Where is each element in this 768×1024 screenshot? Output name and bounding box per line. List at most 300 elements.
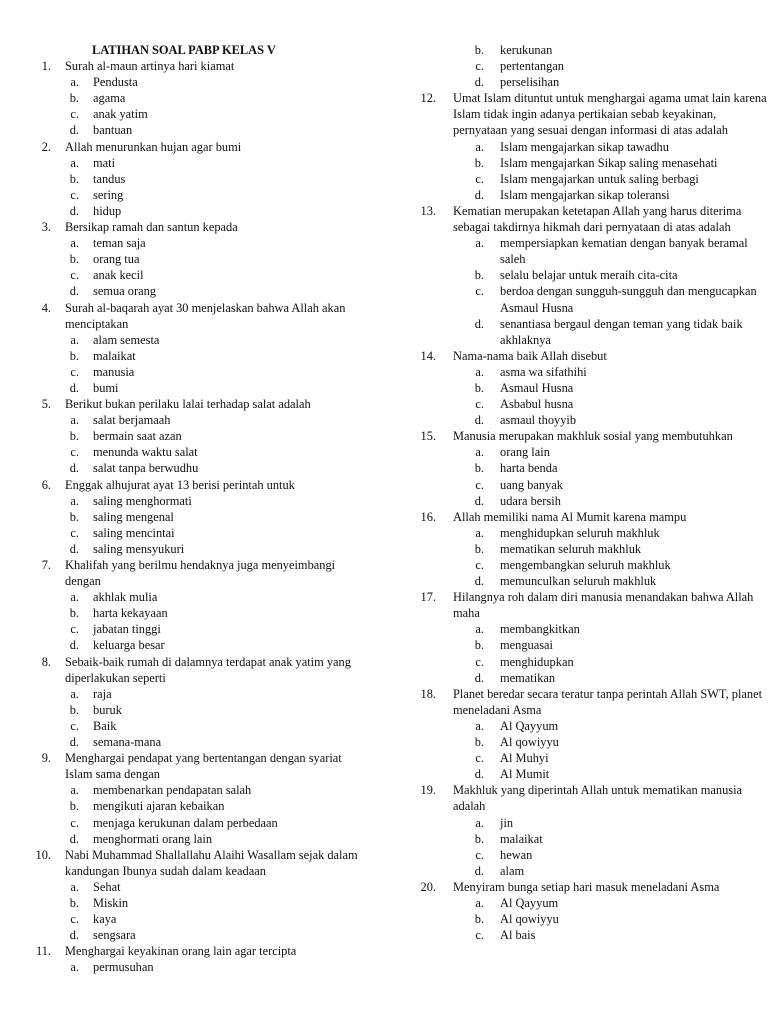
question-number: 6. xyxy=(41,477,51,492)
question-row xyxy=(384,782,768,814)
option-text: membangkitkan xyxy=(500,622,580,637)
option-text: memunculkan seluruh makhluk xyxy=(500,574,657,589)
option-text: kerukunan xyxy=(500,43,553,57)
answer-option xyxy=(0,348,372,364)
answer-option xyxy=(384,444,768,460)
answer-option xyxy=(384,380,768,396)
answer-option xyxy=(384,316,768,348)
option-letter: d. xyxy=(69,284,79,299)
option-letter: a. xyxy=(475,895,484,910)
option-text: berdoa dengan sungguh-sungguh dan mengucapkan Asmaul Husna xyxy=(500,284,757,315)
option-letter: c. xyxy=(475,654,484,669)
answer-option xyxy=(0,959,372,975)
answer-option xyxy=(384,235,768,267)
option-text: Islam mengajarkan sikap tawadhu xyxy=(500,139,669,154)
answer-option xyxy=(384,718,768,734)
question-text: Nabi Muhammad Shallallahu Alaihi Wasallam sejak dalam kandungan Ibunya sudah dalam keadaan xyxy=(65,847,358,878)
option-text: uang banyak xyxy=(500,477,563,492)
option-text: udara bersih xyxy=(500,493,561,508)
answer-option xyxy=(384,155,768,171)
answer-option xyxy=(0,106,372,122)
option-text: bumi xyxy=(93,380,119,395)
option-text: Al qowiyyu xyxy=(500,912,559,927)
option-letter: a. xyxy=(70,879,79,894)
answer-option xyxy=(0,444,372,460)
option-letter: b. xyxy=(69,702,79,717)
option-text: mematikan seluruh makhluk xyxy=(500,541,642,556)
question-number: 17. xyxy=(420,590,436,605)
question-item xyxy=(384,90,768,203)
option-letter: b. xyxy=(69,509,79,524)
question-text: Berikut bukan perilaku lalai terhadap salat adalah xyxy=(65,397,311,412)
answer-option xyxy=(0,235,372,251)
answer-option xyxy=(0,412,372,428)
option-letter: a. xyxy=(70,783,79,798)
option-text: menguasai xyxy=(500,638,553,653)
option-text: harta kekayaan xyxy=(93,606,168,621)
option-letter: b. xyxy=(69,348,79,363)
option-letter: b. xyxy=(474,43,484,57)
question-number: 7. xyxy=(41,558,51,572)
answer-option xyxy=(384,863,768,879)
answer-option xyxy=(0,171,372,187)
option-letter: d. xyxy=(474,187,484,202)
answer-option xyxy=(384,42,768,58)
option-letter: c. xyxy=(475,397,484,412)
question-row xyxy=(0,750,372,782)
question-text: Surah al-maun artinya hari kiamat xyxy=(65,59,235,74)
answer-option xyxy=(0,460,372,476)
answer-option xyxy=(0,122,372,138)
question-list-left xyxy=(0,58,372,975)
option-letter: b. xyxy=(474,461,484,476)
option-letter: c. xyxy=(475,171,484,186)
answer-option xyxy=(0,364,372,380)
option-text: sengsara xyxy=(93,928,136,943)
question-item xyxy=(384,879,768,943)
option-text: perselisihan xyxy=(500,75,560,90)
option-letter: d. xyxy=(69,380,79,395)
option-text: mempersiapkan kematian dengan banyak beramal saleh xyxy=(500,236,748,267)
option-letter: d. xyxy=(69,928,79,943)
option-text: manusia xyxy=(93,364,135,379)
question-item xyxy=(384,686,768,783)
option-letter: c. xyxy=(70,187,79,202)
option-text: Baik xyxy=(93,718,117,733)
answer-option xyxy=(0,525,372,541)
question-item xyxy=(0,300,372,397)
question-item xyxy=(0,847,372,944)
option-letter: d. xyxy=(474,316,484,331)
question-item xyxy=(0,654,372,751)
question-item xyxy=(0,943,372,975)
option-letter: c. xyxy=(70,912,79,927)
question-number: 2. xyxy=(41,139,51,154)
answer-option xyxy=(384,477,768,493)
answer-option xyxy=(384,74,768,90)
option-letter: b. xyxy=(69,171,79,186)
option-letter: b. xyxy=(474,831,484,846)
answer-option xyxy=(384,927,768,943)
option-letter: d. xyxy=(69,831,79,846)
question-text: Planet beredar secara teratur tanpa perintah Allah SWT, planet meneladani Asma xyxy=(453,686,763,717)
option-text: hewan xyxy=(500,847,533,862)
option-text: akhlak mulia xyxy=(93,590,158,605)
question-item xyxy=(384,428,768,508)
answer-option xyxy=(0,90,372,106)
question-number: 11. xyxy=(35,944,51,959)
left-column xyxy=(0,42,372,975)
option-text: permusuhan xyxy=(93,960,154,975)
answer-option xyxy=(0,702,372,718)
option-text: raja xyxy=(93,686,112,701)
option-letter: a. xyxy=(70,155,79,170)
question-text: Allah menurunkan hujan agar bumi xyxy=(65,139,242,154)
answer-option xyxy=(0,283,372,299)
answer-option xyxy=(0,187,372,203)
option-letter: a. xyxy=(70,413,79,428)
option-letter: a. xyxy=(475,815,484,830)
answer-option xyxy=(0,927,372,943)
option-letter: a. xyxy=(475,525,484,540)
question-item xyxy=(384,782,768,879)
option-text: jin xyxy=(500,815,514,830)
option-text: sering xyxy=(93,187,124,202)
answer-option xyxy=(384,139,768,155)
option-text: salat berjamaah xyxy=(93,413,171,428)
answer-option xyxy=(0,686,372,702)
answer-option xyxy=(384,621,768,637)
question-text: Surah al-baqarah ayat 30 menjelaskan bahwa Allah akan menciptakan xyxy=(65,300,346,331)
question-row xyxy=(0,943,372,959)
answer-option xyxy=(0,332,372,348)
question-text: Menyiram bunga setiap hari masuk meneladani Asma xyxy=(453,879,720,894)
option-text: Asbabul husna xyxy=(500,397,574,412)
option-letter: a. xyxy=(475,139,484,154)
answer-option xyxy=(0,831,372,847)
answer-option xyxy=(0,879,372,895)
option-text: Al Mumit xyxy=(500,767,550,782)
option-letter: c. xyxy=(475,59,484,74)
answer-option xyxy=(0,267,372,283)
option-text: jabatan tinggi xyxy=(93,622,161,637)
question-text: Hilangnya roh dalam diri manusia menandakan bahwa Allah maha xyxy=(453,590,754,621)
question-number: 4. xyxy=(41,300,51,315)
option-letter: b. xyxy=(474,268,484,283)
question-row xyxy=(384,589,768,621)
option-letter: b. xyxy=(69,606,79,621)
option-letter: b. xyxy=(474,541,484,556)
question-row xyxy=(0,219,372,235)
question-item xyxy=(384,203,768,348)
option-letter: b. xyxy=(69,429,79,444)
question-number: 3. xyxy=(41,220,51,235)
option-letter: b. xyxy=(69,799,79,814)
answer-option xyxy=(384,766,768,782)
question-number: 5. xyxy=(41,397,51,412)
question-item xyxy=(0,396,372,476)
option-text: tandus xyxy=(93,171,126,186)
option-text: senantiasa bergaul dengan teman yang tidak baik akhlaknya xyxy=(500,316,743,347)
question-number: 8. xyxy=(41,654,51,669)
question-list-right xyxy=(384,90,768,943)
option-letter: c. xyxy=(70,525,79,540)
option-text: alam semesta xyxy=(93,332,160,347)
answer-option xyxy=(0,718,372,734)
answer-option xyxy=(384,911,768,927)
question-row xyxy=(384,509,768,525)
question-row xyxy=(384,348,768,364)
option-text: semana-mana xyxy=(93,735,162,750)
option-text: Sehat xyxy=(93,879,121,894)
option-text: Al Qayyum xyxy=(500,718,559,733)
option-text: mengikuti ajaran kebaikan xyxy=(93,799,225,814)
answer-option xyxy=(0,155,372,171)
question-item xyxy=(384,509,768,589)
option-text: saling menghormati xyxy=(93,493,192,508)
option-text: menghidupkan seluruh makhluk xyxy=(500,525,660,540)
question-text: Khalifah yang berilmu hendaknya juga menyeimbangi dengan xyxy=(65,558,336,589)
option-letter: d. xyxy=(474,670,484,685)
answer-option xyxy=(384,815,768,831)
option-text: anak kecil xyxy=(93,268,144,283)
question-text: Nama-nama baik Allah disebut xyxy=(453,348,607,363)
answer-option xyxy=(384,637,768,653)
option-text: asma wa sifathihi xyxy=(500,364,587,379)
option-text: keluarga besar xyxy=(93,638,165,653)
option-letter: d. xyxy=(69,638,79,653)
option-text: saling mencintai xyxy=(93,525,175,540)
answer-option xyxy=(0,798,372,814)
option-text: menjaga kerukunan dalam perbedaan xyxy=(93,815,278,830)
answer-option xyxy=(0,895,372,911)
option-text: Al Muhyi xyxy=(500,751,549,766)
option-letter: c. xyxy=(475,477,484,492)
option-text: bantuan xyxy=(93,123,133,138)
question-number: 13. xyxy=(420,203,436,218)
answer-option xyxy=(384,171,768,187)
answer-option xyxy=(384,396,768,412)
answer-option xyxy=(0,428,372,444)
answer-option xyxy=(0,637,372,653)
option-text: kaya xyxy=(93,912,117,927)
answer-option xyxy=(384,734,768,750)
answer-option xyxy=(384,654,768,670)
answer-option xyxy=(0,734,372,750)
question-row xyxy=(384,203,768,235)
option-text: teman saja xyxy=(93,236,146,251)
option-letter: b. xyxy=(69,91,79,106)
answer-option xyxy=(0,541,372,557)
option-letter: a. xyxy=(475,718,484,733)
option-text: Al bais xyxy=(500,928,536,943)
question-text: Makhluk yang diperintah Allah untuk mematikan manusia adalah xyxy=(453,783,743,814)
answer-option xyxy=(0,493,372,509)
option-text: Al Qayyum xyxy=(500,895,559,910)
option-letter: d. xyxy=(69,735,79,750)
answer-option xyxy=(0,589,372,605)
option-letter: d. xyxy=(474,863,484,878)
option-letter: b. xyxy=(69,895,79,910)
option-text: Pendusta xyxy=(93,75,138,90)
question-item xyxy=(0,139,372,219)
option-letter: c. xyxy=(475,847,484,862)
question-row xyxy=(0,396,372,412)
answer-option xyxy=(384,493,768,509)
question-row xyxy=(384,686,768,718)
question-number: 12. xyxy=(420,91,436,106)
option-text: anak yatim xyxy=(93,107,148,122)
option-text: Al qowiyyu xyxy=(500,735,559,750)
option-letter: a. xyxy=(70,332,79,347)
option-letter: a. xyxy=(70,236,79,251)
answer-option xyxy=(384,670,768,686)
option-letter: c. xyxy=(70,815,79,830)
option-letter: a. xyxy=(70,75,79,90)
option-letter: b. xyxy=(474,638,484,653)
option-text: mengembangkan seluruh makhluk xyxy=(500,558,671,572)
question-row xyxy=(0,139,372,155)
question-item xyxy=(0,219,372,299)
question-text: Bersikap ramah dan santun kepada xyxy=(65,220,238,235)
option-text: buruk xyxy=(93,702,122,717)
question-item xyxy=(384,348,768,428)
option-text: Miskin xyxy=(93,895,129,910)
option-letter: c. xyxy=(70,107,79,122)
answer-option xyxy=(384,460,768,476)
answer-option xyxy=(384,831,768,847)
question-row xyxy=(0,654,372,686)
question-item xyxy=(0,477,372,557)
question-text: Allah memiliki nama Al Mumit karena mampu xyxy=(453,509,687,524)
option-letter: d. xyxy=(69,461,79,476)
question-row xyxy=(0,58,372,74)
option-text: Islam mengajarkan untuk saling berbagi xyxy=(500,171,699,186)
option-letter: c. xyxy=(475,751,484,766)
question-text: Manusia merupakan makhluk sosial yang membutuhkan xyxy=(453,429,733,444)
option-text: hidup xyxy=(93,203,122,218)
option-letter: b. xyxy=(474,735,484,750)
answer-option xyxy=(384,895,768,911)
answer-option xyxy=(384,750,768,766)
answer-option xyxy=(384,412,768,428)
option-letter: d. xyxy=(69,541,79,556)
option-text: saling mensyukuri xyxy=(93,541,185,556)
answer-option xyxy=(0,251,372,267)
page-title: LATIHAN SOAL PABP KELAS V xyxy=(92,43,276,57)
answer-option xyxy=(384,541,768,557)
answer-option xyxy=(384,58,768,74)
option-text: menunda waktu salat xyxy=(93,445,198,460)
question-text: Menghargai keyakinan orang lain agar tercipta xyxy=(65,944,297,959)
option-text: Islam mengajarkan sikap toleransi xyxy=(500,187,670,202)
option-text: menghidupkan xyxy=(500,654,574,669)
option-text: selalu belajar untuk meraih cita-cita xyxy=(500,268,678,283)
question-item xyxy=(0,557,372,654)
option-letter: d. xyxy=(69,123,79,138)
question-text: Enggak alhujurat ayat 13 berisi perintah untuk xyxy=(65,477,295,492)
answer-option xyxy=(0,380,372,396)
option-letter: d. xyxy=(474,413,484,428)
option-text: membenarkan pendapatan salah xyxy=(93,783,252,798)
question-text: Menghargai pendapat yang bertentangan dengan syariat Islam sama dengan xyxy=(65,751,342,782)
answer-option xyxy=(0,605,372,621)
answer-option xyxy=(384,364,768,380)
answer-option xyxy=(0,74,372,90)
answer-option xyxy=(384,557,768,573)
option-text: malaikat xyxy=(500,831,543,846)
continuation-options xyxy=(384,42,768,90)
option-text: salat tanpa berwudhu xyxy=(93,461,199,476)
answer-option xyxy=(384,267,768,283)
option-letter: c. xyxy=(70,718,79,733)
option-letter: a. xyxy=(70,960,79,975)
option-letter: a. xyxy=(70,686,79,701)
option-text: saling mengenal xyxy=(93,509,174,524)
option-letter: c. xyxy=(70,268,79,283)
question-number: 14. xyxy=(420,348,436,363)
option-letter: c. xyxy=(70,622,79,637)
option-letter: a. xyxy=(70,493,79,508)
option-text: orang tua xyxy=(93,252,140,267)
option-letter: d. xyxy=(474,75,484,90)
option-text: Asmaul Husna xyxy=(500,380,574,395)
answer-option xyxy=(0,509,372,525)
option-text: agama xyxy=(93,91,126,106)
option-letter: c. xyxy=(475,558,484,572)
answer-option xyxy=(0,782,372,798)
option-text: asmaul thoyyib xyxy=(500,413,577,428)
option-text: pertentangan xyxy=(500,59,564,74)
answer-option xyxy=(384,573,768,589)
option-text: menghormati orang lain xyxy=(93,831,213,846)
question-number: 9. xyxy=(41,751,51,766)
option-letter: c. xyxy=(475,928,484,943)
option-text: harta benda xyxy=(500,461,558,476)
question-text: Kematian merupakan ketetapan Allah yang harus diterima sebagai takdirnya hikmah dari pernyataan di atas adalah xyxy=(453,203,742,235)
option-letter: d. xyxy=(474,767,484,782)
question-row xyxy=(0,557,372,589)
question-row xyxy=(384,90,768,138)
question-number: 18. xyxy=(420,686,436,701)
option-letter: c. xyxy=(70,445,79,460)
answer-option xyxy=(384,187,768,203)
option-text: mati xyxy=(93,155,116,170)
option-text: bermain saat azan xyxy=(93,429,182,444)
option-letter: b. xyxy=(69,252,79,267)
option-letter: c. xyxy=(475,284,484,299)
question-item xyxy=(0,750,372,847)
option-letter: a. xyxy=(475,364,484,379)
option-text: orang lain xyxy=(500,445,550,460)
question-row xyxy=(0,477,372,493)
answer-option xyxy=(0,911,372,927)
answer-option xyxy=(384,283,768,315)
answer-option xyxy=(0,815,372,831)
question-number: 19. xyxy=(420,783,436,798)
option-letter: d. xyxy=(69,203,79,218)
answer-option xyxy=(384,525,768,541)
option-letter: a. xyxy=(475,445,484,460)
option-text: mematikan xyxy=(500,670,556,685)
question-number: 16. xyxy=(420,509,436,524)
option-letter: a. xyxy=(475,622,484,637)
option-letter: b. xyxy=(474,155,484,170)
question-item xyxy=(384,589,768,686)
question-text: Sebaik-baik rumah di dalamnya terdapat anak yatim yang diperlakukan seperti xyxy=(65,654,351,685)
question-number: 1. xyxy=(41,59,51,74)
answer-option xyxy=(0,621,372,637)
